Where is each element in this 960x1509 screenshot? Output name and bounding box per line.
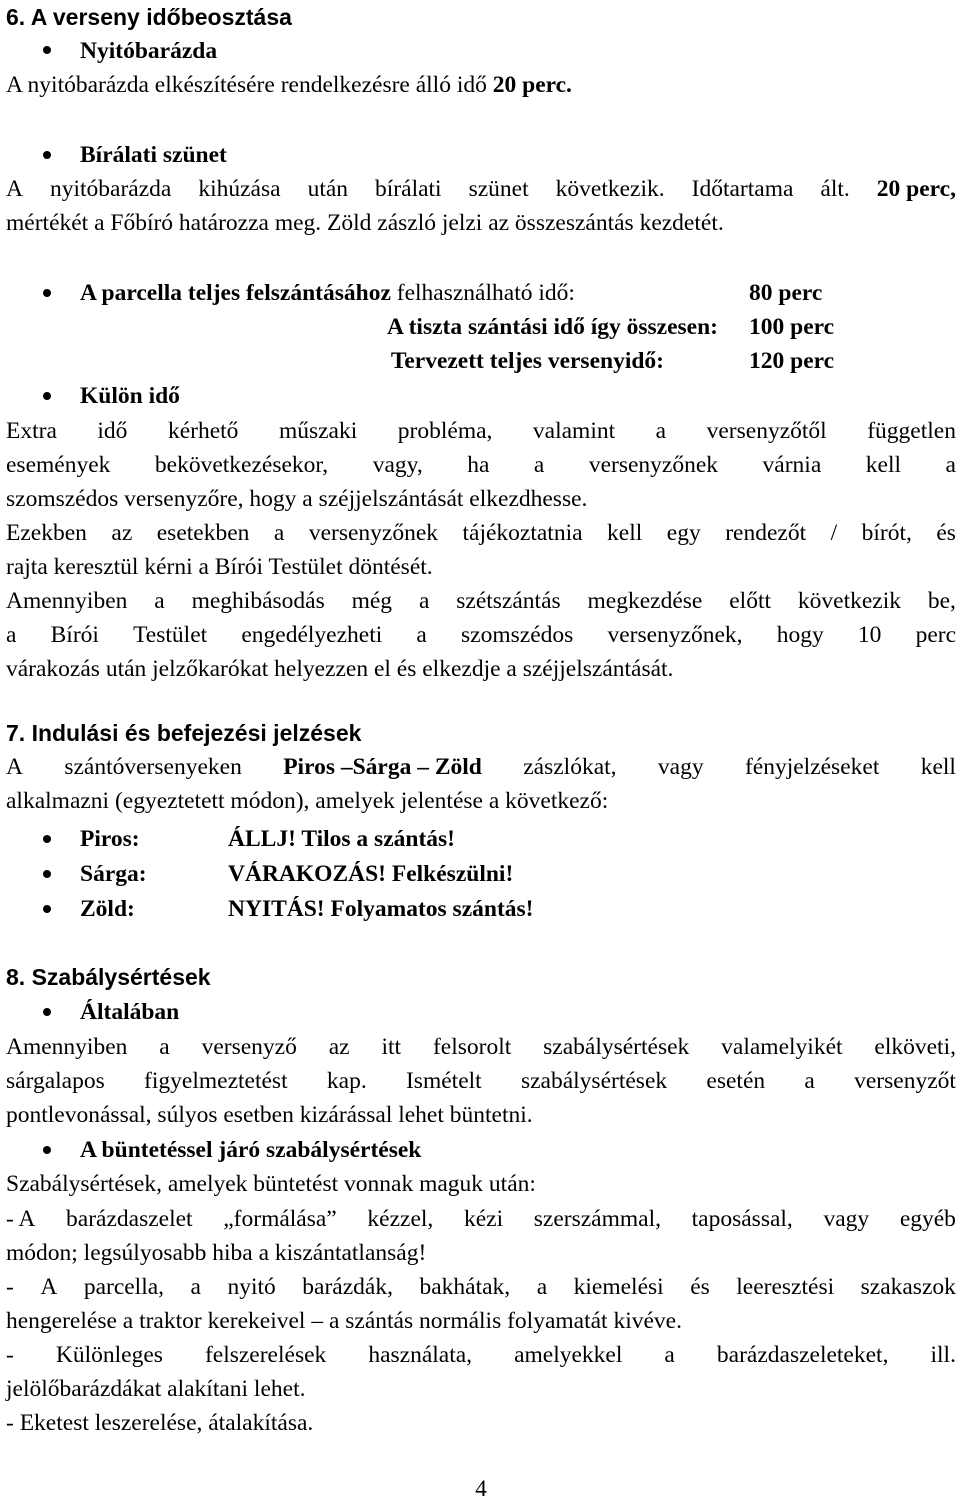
- word: valamint: [532, 418, 616, 444]
- paragraph-line: alkalmazni (egyeztetett módon), amelyek jelentése a következő:: [6, 788, 609, 814]
- paragraph-line: rajta keresztül kérni a Bírói Testület döntését.: [6, 554, 433, 580]
- word: várnia: [762, 452, 822, 478]
- word: Testület: [133, 622, 208, 648]
- paragraph-line: [6, 516, 956, 550]
- word: az: [328, 1034, 350, 1060]
- word: ha: [467, 452, 490, 478]
- word: kérhető: [167, 418, 239, 444]
- word: a: [273, 520, 285, 546]
- time-value-80: 80 perc: [749, 280, 823, 306]
- word: Ismételt: [405, 1068, 482, 1094]
- word: -: [6, 1274, 14, 1300]
- word: esetekben: [156, 520, 250, 546]
- word: a: [416, 622, 427, 648]
- word: a: [159, 1034, 170, 1060]
- word: hogy: [776, 622, 824, 648]
- word: be,: [927, 588, 956, 614]
- word: perc: [915, 622, 956, 648]
- word: nyitó: [227, 1274, 276, 1300]
- paragraph-line: [6, 414, 956, 448]
- word: idő: [97, 418, 128, 444]
- word: versenyzőnek: [588, 452, 719, 478]
- word: szakaszok: [860, 1274, 956, 1300]
- paragraph-line: mértékét a Főbíró határozza meg. Zöld zászló jelzi az összeszántás kezdetét.: [6, 210, 724, 236]
- word: kap.: [326, 1068, 367, 1094]
- word: /: [830, 520, 838, 546]
- bullet-icon: [43, 46, 51, 54]
- word: A: [40, 1274, 58, 1300]
- word: a: [418, 588, 430, 614]
- word: a: [190, 1274, 201, 1300]
- word: 20 perc,: [876, 176, 956, 202]
- paragraph-line: módon; legsúlyosabb hiba a kiszántatlanság!: [6, 1240, 427, 1266]
- word: taposással,: [691, 1206, 793, 1232]
- word: műszaki: [278, 418, 358, 444]
- word: versenyzőnek: [308, 520, 439, 546]
- signal-name: Sárga:: [80, 861, 147, 887]
- word: a: [945, 452, 956, 478]
- signal-meaning: ÁLLJ! Tilos a szántás!: [228, 826, 455, 852]
- word: kell: [607, 520, 643, 546]
- word: ill.: [930, 1342, 956, 1368]
- word: szabálysértések: [543, 1034, 690, 1060]
- word: Különleges: [55, 1342, 163, 1368]
- word: szétszántás: [456, 588, 561, 614]
- word: Extra: [6, 418, 57, 444]
- word: A: [6, 754, 23, 780]
- word: Piros –Sárga – Zöld: [283, 754, 482, 780]
- item-text-nyitobarazda: [6, 68, 572, 102]
- word: kihúzása: [198, 176, 281, 202]
- item-title-buntetessel: A büntetéssel járó szabálysértések: [80, 1137, 422, 1163]
- paragraph-line: jelölőbarázdákat alakítani lehet.: [6, 1376, 306, 1402]
- paragraph-line: [6, 618, 956, 652]
- word: figyelmeztetést: [144, 1068, 288, 1094]
- section-6-heading: 6. A verseny időbeosztása: [6, 4, 292, 30]
- time-label-tiszta: A tiszta szántási idő így összesen:: [387, 314, 718, 340]
- word: megkezdése: [587, 588, 703, 614]
- item-title-kulon-ido: Külön idő: [80, 383, 180, 409]
- word: szabálysértések: [520, 1068, 668, 1094]
- section-7-heading: 7. Indulási és befejezési jelzések: [6, 720, 362, 746]
- word: nyitóbarázda: [49, 176, 172, 202]
- word: parcella,: [83, 1274, 165, 1300]
- paragraph-line: [6, 750, 956, 784]
- word: és: [690, 1274, 710, 1300]
- word: felszerelések: [204, 1342, 327, 1368]
- word: versenyzőnek,: [607, 622, 743, 648]
- word: bírálati: [375, 176, 442, 202]
- word: felhasználható idő:: [396, 280, 575, 306]
- word: kézzel,: [367, 1206, 434, 1232]
- paragraph-line: [6, 584, 956, 618]
- word: itt: [381, 1034, 402, 1060]
- word: használata,: [368, 1342, 473, 1368]
- word: független: [867, 418, 956, 444]
- word: bírót,: [861, 520, 912, 546]
- word: és: [936, 520, 956, 546]
- word: egy: [666, 520, 701, 546]
- paragraph-line: pontlevonással, súlyos esetben kizárással lehet büntetni.: [6, 1102, 533, 1128]
- time-value-100: 100 perc: [749, 314, 835, 340]
- word: felsorolt: [432, 1034, 512, 1060]
- word: események: [6, 452, 111, 478]
- paragraph-line: várakozás után jelzőkarókat helyezzen el és elkezdje a széjjelszántását.: [6, 656, 674, 682]
- word: következik: [797, 588, 901, 614]
- word: leeresztési: [736, 1274, 835, 1300]
- word: a: [655, 418, 667, 444]
- word: fényjelzéseket: [744, 754, 880, 780]
- word: a: [536, 1274, 548, 1300]
- signal-meaning: NYITÁS! Folyamatos szántás!: [228, 896, 534, 922]
- word: A parcella teljes felszántásához: [80, 280, 391, 306]
- word: előtt: [729, 588, 772, 614]
- time-value-120: 120 perc: [749, 348, 835, 374]
- word: - A: [6, 1206, 36, 1232]
- time-label-tervezett: Tervezett teljes versenyidő:: [390, 348, 664, 374]
- word: szántóversenyeken: [64, 754, 242, 780]
- paragraph-line: [6, 448, 956, 482]
- item-title-biralati-szunet: Bírálati szünet: [80, 142, 227, 168]
- word: szomszédos: [461, 622, 574, 648]
- paragraph-line: hengerelése a traktor kerekeivel – a szántás normális folyamatát kivéve.: [6, 1308, 682, 1334]
- word: Amennyiben: [6, 588, 128, 614]
- word: probléma,: [397, 418, 493, 444]
- word: zászlókat,: [523, 754, 617, 780]
- bullet-icon: [43, 392, 51, 400]
- word: rendezőt: [725, 520, 807, 546]
- word: tájékoztatnia: [462, 520, 583, 546]
- bullet-icon: [43, 835, 51, 843]
- word: szünet: [468, 176, 529, 202]
- word: vagy,: [372, 452, 423, 478]
- page-number: 4: [475, 1476, 487, 1502]
- word: a: [533, 452, 545, 478]
- bullet-icon: [43, 1146, 51, 1154]
- word: versenyzőt: [854, 1068, 956, 1094]
- signal-name: Zöld:: [80, 896, 135, 922]
- bullet-icon: [43, 151, 51, 159]
- word: egyéb: [899, 1206, 956, 1232]
- word: bekövetkezésekor,: [154, 452, 329, 478]
- word: a: [664, 1342, 675, 1368]
- bullet-icon: [43, 289, 51, 297]
- word: Ezekben: [6, 520, 87, 546]
- word: kell: [865, 452, 902, 478]
- word: következik.: [555, 176, 665, 202]
- word: „formálása”: [223, 1206, 337, 1232]
- word: Bírói: [50, 622, 99, 648]
- item-text-plain: A nyitóbarázda elkészítésére rendelkezésre álló idő: [6, 72, 487, 98]
- word: meghibásodás: [191, 588, 325, 614]
- paragraph-line: [6, 1270, 956, 1304]
- word: elköveti,: [874, 1034, 956, 1060]
- item-title-nyitobarazda: Nyitóbarázda: [80, 38, 218, 64]
- word: után: [307, 176, 349, 202]
- word: kézi: [463, 1206, 504, 1232]
- bullet-icon: [43, 905, 51, 913]
- word: versenyzőtől: [706, 418, 827, 444]
- item-title-altalaban: Általában: [80, 999, 180, 1025]
- word: bakhátak,: [419, 1274, 511, 1300]
- word: A: [6, 176, 23, 202]
- paragraph-line: szomszédos versenyzőre, hogy a széjjelszántását elkezdhesse.: [6, 486, 588, 512]
- bullet-icon: [43, 870, 51, 878]
- word: amelyekkel: [514, 1342, 623, 1368]
- item-text-bold-time: 20 perc.: [492, 72, 572, 98]
- paragraph-line: Szabálysértések, amelyek büntetést vonnak maguk után:: [6, 1171, 536, 1197]
- word: engedélyezheti: [241, 622, 383, 648]
- word: a: [154, 588, 165, 614]
- word: Időtartama: [691, 176, 794, 202]
- word: még: [351, 588, 393, 614]
- word: az: [111, 520, 133, 546]
- word: esetén: [706, 1068, 766, 1094]
- word: vagy: [657, 754, 704, 780]
- word: a: [804, 1068, 815, 1094]
- paragraph-line: [6, 1338, 956, 1372]
- word: barázdák,: [302, 1274, 393, 1300]
- section-8-heading: 8. Szabálysértések: [6, 964, 211, 990]
- word: vagy: [823, 1206, 870, 1232]
- word: kell: [920, 754, 956, 780]
- bullet-icon: [43, 1008, 51, 1016]
- word: sárgalapos: [6, 1068, 105, 1094]
- word: ált.: [820, 176, 850, 202]
- word: szerszámmal,: [533, 1206, 661, 1232]
- word: kiemelési: [573, 1274, 664, 1300]
- paragraph-line: [6, 1202, 956, 1236]
- word: a: [6, 622, 17, 648]
- word: Amennyiben: [6, 1034, 128, 1060]
- paragraph-line: [6, 1030, 956, 1064]
- word: barázdaszelet: [66, 1206, 193, 1232]
- word: barázdaszeleteket,: [716, 1342, 889, 1368]
- paragraph-line: - Eketest leszerelése, átalakítása.: [6, 1410, 314, 1436]
- word: valamelyikét: [721, 1034, 843, 1060]
- paragraph-line: [6, 172, 956, 206]
- word: versenyző: [201, 1034, 297, 1060]
- word: -: [6, 1342, 14, 1368]
- signal-meaning: VÁRAKOZÁS! Felkészülni!: [228, 861, 514, 887]
- item-title-parcella: [80, 276, 575, 310]
- signal-name: Piros:: [80, 826, 140, 852]
- word: 10: [857, 622, 882, 648]
- paragraph-line: [6, 1064, 956, 1098]
